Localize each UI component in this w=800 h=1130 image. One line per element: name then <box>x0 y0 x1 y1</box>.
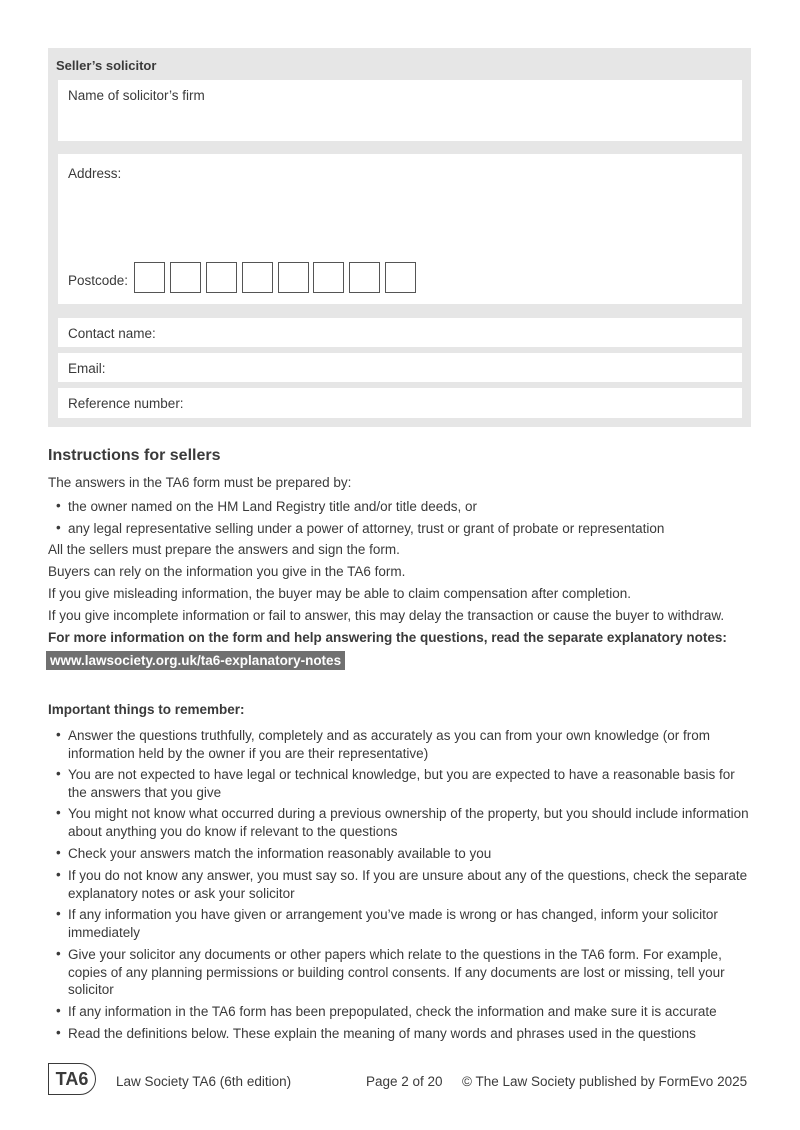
instructions-intro: The answers in the TA6 form must be prepared by: <box>48 475 352 490</box>
firm-name-field[interactable] <box>58 80 742 141</box>
instruction-line: If you give misleading information, the buyer may be able to claim compensation after completion. <box>48 586 632 601</box>
bullet-icon: • <box>56 520 61 535</box>
bullet-icon: • <box>56 845 61 860</box>
sellers-solicitor-panel <box>48 48 751 427</box>
bullet-icon: • <box>56 1025 61 1040</box>
copyright-text: © The Law Society published by FormEvo 2025 <box>462 1074 748 1089</box>
contact-name-label: Contact name: <box>68 326 156 341</box>
postcode-box[interactable] <box>242 262 273 293</box>
postcode-box[interactable] <box>313 262 344 293</box>
important-heading: Important things to remember: <box>48 702 245 717</box>
bullet-icon: • <box>56 805 61 820</box>
instructions-heading: Instructions for sellers <box>48 447 221 464</box>
bullet-icon: • <box>56 727 61 742</box>
panel-title: Seller’s solicitor <box>56 58 157 73</box>
address-label: Address: <box>68 166 122 181</box>
instruction-line: If you give incomplete information or fail to answer, this may delay the transaction or cause the buyer to withdraw. <box>48 608 725 623</box>
bullet-icon: • <box>56 906 61 921</box>
instruction-line: All the sellers must prepare the answers and sign the form. <box>48 542 400 557</box>
page-number: Page 2 of 20 <box>366 1074 443 1089</box>
email-field[interactable] <box>58 353 742 382</box>
firm-name-label: Name of solicitor’s firm <box>68 88 205 103</box>
explanatory-notes-link[interactable]: www.lawsociety.org.uk/ta6-explanatory-notes <box>46 651 345 670</box>
postcode-box[interactable] <box>385 262 416 293</box>
bullet-icon: • <box>56 1003 61 1018</box>
page-footer <box>0 1063 800 1099</box>
postcode-label: Postcode: <box>68 273 129 288</box>
contact-name-field[interactable] <box>58 318 742 347</box>
bullet-icon: • <box>56 498 61 513</box>
edition-text: Law Society TA6 (6th edition) <box>116 1074 292 1089</box>
bullet-icon: • <box>56 946 61 961</box>
more-info-text: For more information on the form and help answering the questions, read the separate explanatory notes: <box>48 630 727 645</box>
reference-number-label: Reference number: <box>68 396 184 411</box>
bullet-icon: • <box>56 766 61 781</box>
address-field[interactable] <box>58 154 742 304</box>
ta6-badge: TA6 <box>48 1063 96 1095</box>
postcode-box[interactable] <box>134 262 165 293</box>
postcode-box[interactable] <box>349 262 380 293</box>
postcode-box[interactable] <box>278 262 309 293</box>
instruction-line: Buyers can rely on the information you give in the TA6 form. <box>48 564 406 579</box>
postcode-box[interactable] <box>206 262 237 293</box>
postcode-box[interactable] <box>170 262 201 293</box>
bullet-icon: • <box>56 867 61 882</box>
reference-number-field[interactable] <box>58 388 742 418</box>
email-label: Email: <box>68 361 106 376</box>
